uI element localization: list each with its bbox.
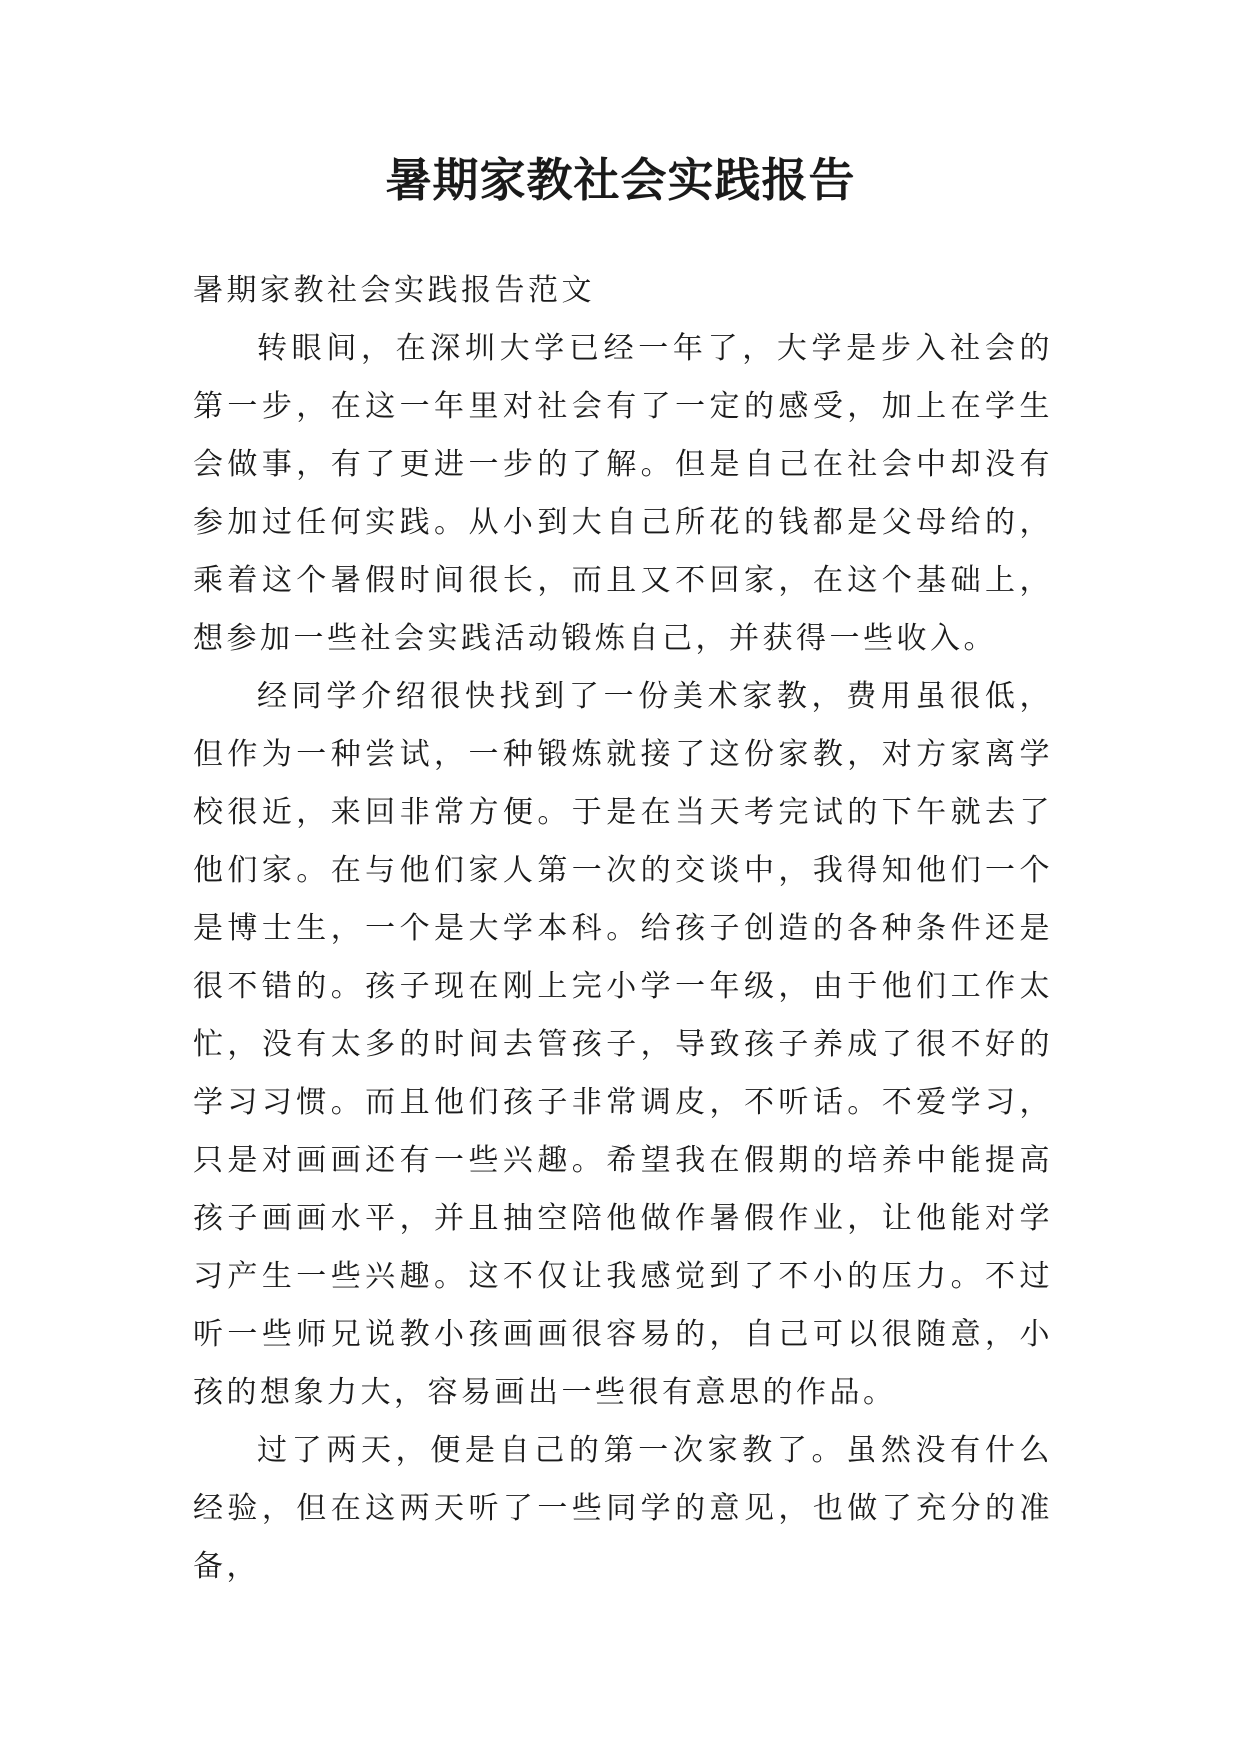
- document-subtitle: 暑期家教社会实践报告范文: [193, 273, 595, 308]
- document-title: 暑期家教社会实践报告: [385, 153, 856, 207]
- document-body: [193, 262, 1053, 1596]
- paragraph-3: 过了两天，便是自己的第一次家教了。虽然没有什么经验，但在这两天听了一些同学的意见，也做了充分的准备，: [193, 1433, 1053, 1584]
- paragraph-2: 经同学介绍很快找到了一份美术家教，费用虽很低，但作为一种尝试，一种锻炼就接了这份家教，对方家离学校很近，来回非常方便。于是在当天考完试的下午就去了他们家。在与他们家人第一次的交谈中，我得知他们一个是博士生，一个是大学本科。给孩子创造的各种条件还是很不错的。孩子现在刚上完小学一年级，由于他们工作太忙，没有太多的时间去管孩子，导致孩子养成了很不好的学习习惯。而且他们孩子非常调皮，不听话。不爱学习，只是对画画还有一些兴趣。希望我在假期的培养中能提高孩子画画水平，并且抽空陪他做作暑假作业，让他能对学习产生一些兴趣。这不仅让我感觉到了不小的压力。不过听一些师兄说教小孩画画很容易的，自己可以很随意，小孩的想象力大，容易画出一些很有意思的作品。: [193, 679, 1053, 1410]
- paragraph-1: 转眼间，在深圳大学已经一年了，大学是步入社会的第一步，在这一年里对社会有了一定的感受，加上在学生会做事，有了更进一步的了解。但是自己在社会中却没有参加过任何实践。从小到大自己所花的钱都是父母给的，乘着这个暑假时间很长，而且又不回家，在这个基础上，想参加一些社会实践活动锻炼自己，并获得一些收入。: [193, 331, 1053, 656]
